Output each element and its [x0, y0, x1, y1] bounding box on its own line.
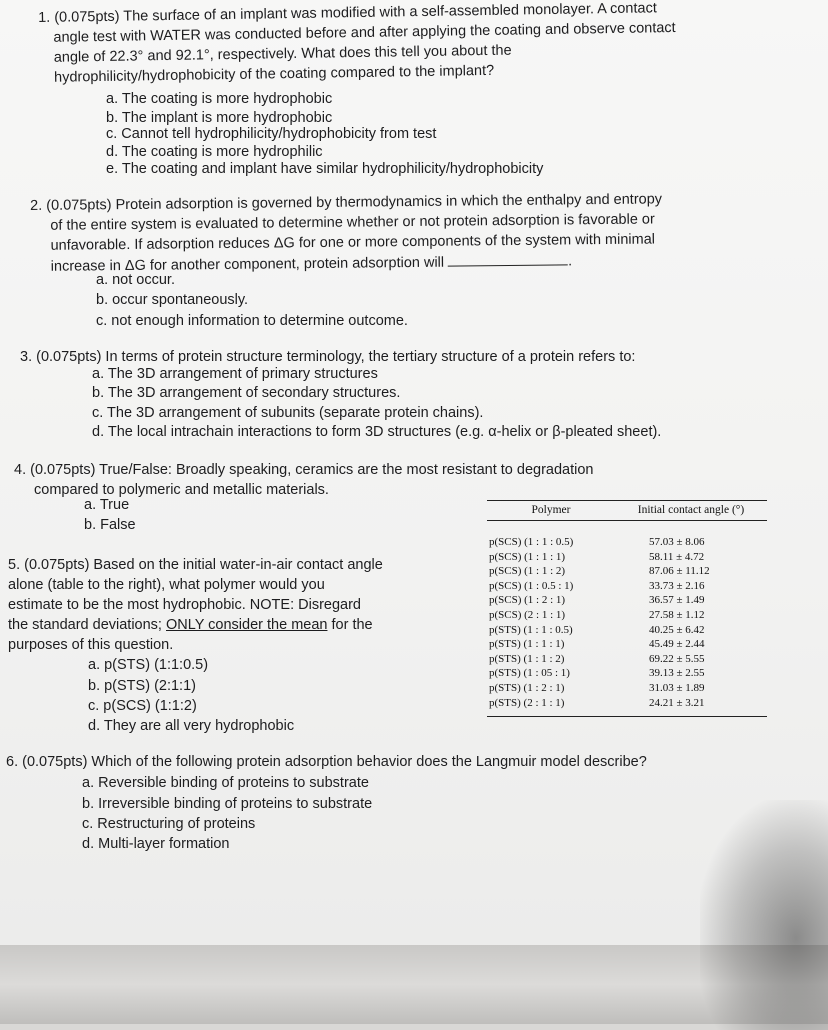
angle-cell: 39.13 ± 2.55 [649, 667, 705, 680]
polymer-cell: p(SCS) (1 : 2 : 1) [489, 594, 566, 607]
q1-option-c[interactable]: c. Cannot tell hydrophilicity/hydrophobicity from test [106, 126, 437, 142]
q5-option-d[interactable]: d. They are all very hydrophobic [88, 718, 295, 734]
question-3-line: 3. (0.075pts) In terms of protein structure terminology, the tertiary structure of a protein refers to: [20, 349, 636, 365]
q5-option-c[interactable]: c. p(SCS) (1:1:2) [88, 698, 197, 714]
question-5-line [8, 615, 383, 635]
polymer-cell: p(STS) (2 : 1 : 1) [489, 696, 565, 709]
polymer-cell: p(STS) (1 : 1 : 2) [489, 652, 565, 665]
question-4-line: 4. (0.075pts) True/False: Broadly speaking, ceramics are the most resistant to degradation [14, 462, 594, 478]
question-5-line: estimate to be the most hydrophobic. NOTE: Disregard [8, 597, 361, 613]
table-row [487, 564, 767, 579]
table-row [487, 535, 767, 550]
q6-option-a[interactable]: a. Reversible binding of proteins to substrate [82, 775, 369, 791]
question-6 [6, 752, 647, 772]
table-row [487, 681, 767, 696]
q6-option-c[interactable]: c. Restructuring of proteins [82, 816, 256, 832]
q1-option-d[interactable]: d. The coating is more hydrophilic [106, 144, 323, 160]
table-body [487, 535, 767, 710]
polymer-cell: p(STS) (1 : 1 : 1) [489, 638, 565, 651]
q2-option-a[interactable]: a. not occur. [96, 272, 175, 288]
angle-cell: 87.06 ± 11.12 [649, 565, 710, 578]
q3-option-c[interactable]: c. The 3D arrangement of subunits (separate protein chains). [92, 405, 484, 421]
contact-angle-table [487, 500, 767, 717]
polymer-cell: p(SCS) (1 : 1 : 2) [489, 565, 566, 578]
question-1-line: angle test with WATER was conducted before and after applying the coating and observe contact [53, 19, 676, 46]
q3-option-d[interactable]: d. The local intrachain interactions to form 3D structures (e.g. α-helix or β-pleated sheet). [92, 424, 662, 440]
table-row [487, 696, 767, 711]
table-header [487, 501, 767, 520]
polymer-cell: p(STS) (1 : 1 : 0.5) [489, 623, 573, 636]
table-row [487, 593, 767, 608]
q1-option-e[interactable]: e. The coating and implant have similar hydrophilicity/hydrophobicity [106, 161, 544, 177]
q3-option-b[interactable]: b. The 3D arrangement of secondary structures. [92, 385, 401, 401]
question-5-emphasis: ONLY consider the mean [166, 617, 328, 633]
table-row [487, 550, 767, 565]
answer-blank[interactable] [448, 250, 568, 266]
polymer-cell: p(SCS) (2 : 1 : 1) [489, 608, 566, 621]
question-2-line: increase in ΔG for another component, protein adsorption will . [31, 249, 663, 277]
q5-option-b[interactable]: b. p(STS) (2:1:1) [88, 678, 196, 694]
question-1-line: angle of 22.3° and 92.1°, respectively. What does this tell you about the [53, 42, 512, 66]
q3-option-a[interactable]: a. The 3D arrangement of primary structures [92, 366, 378, 382]
header-contact-angle: Initial contact angle (°) [637, 504, 745, 516]
table-row [487, 652, 767, 667]
polymer-cell: p(SCS) (1 : 1 : 0.5) [489, 536, 574, 548]
question-1-line: hydrophilicity/hydrophobicity of the coating compared to the implant? [53, 62, 495, 86]
question-1-line: 1. (0.075pts) The surface of an implant was modified with a self-assembled monolayer. A contact [38, 0, 657, 26]
question-5-line: 5. (0.075pts) Based on the initial water-in-air contact angle [8, 557, 383, 573]
question-1 [38, 0, 676, 88]
question-5-text: the standard deviations; [8, 617, 162, 633]
table-header-rule [487, 520, 767, 521]
angle-cell: 33.73 ± 2.16 [649, 579, 705, 592]
table-row [487, 666, 767, 681]
q2-option-b[interactable]: b. occur spontaneously. [96, 292, 249, 308]
question-5-text: for the [331, 617, 373, 633]
question-2-line: 2. (0.075pts) Protein adsorption is governed by thermodynamics in which the enthalpy and entropy [30, 191, 663, 214]
q6-option-b[interactable]: b. Irreversible binding of proteins to substrate [82, 796, 373, 812]
polymer-cell: p(STS) (1 : 05 : 1) [489, 667, 570, 680]
hand-shadow [700, 800, 828, 1030]
table-row [487, 637, 767, 652]
q2-option-c[interactable]: c. not enough information to determine outcome. [96, 313, 408, 329]
angle-cell: 58.11 ± 4.72 [649, 550, 705, 563]
question-5 [8, 555, 383, 655]
question-2-line: of the entire system is evaluated to determine whether or not protein adsorption is favorable or [50, 211, 655, 234]
header-polymer: Polymer [531, 504, 571, 516]
table-row [487, 608, 767, 623]
question-5-line: purposes of this question. [8, 637, 174, 653]
polymer-cell: p(SCS) (1 : 1 : 1) [489, 550, 566, 563]
q4-option-a[interactable]: a. True [84, 497, 130, 513]
question-6-line: 6. (0.075pts) Which of the following protein adsorption behavior does the Langmuir model describe? [6, 754, 647, 770]
question-4-line: compared to polymeric and metallic materials. [34, 482, 329, 498]
polymer-cell: p(STS) (1 : 2 : 1) [489, 681, 565, 694]
angle-cell: 27.58 ± 1.12 [649, 608, 705, 621]
table-bottom-rule [487, 716, 767, 717]
question-2 [30, 189, 663, 277]
angle-cell: 57.03 ± 8.06 [649, 536, 705, 548]
table-row [487, 623, 767, 638]
q5-option-a[interactable]: a. p(STS) (1:1:0.5) [88, 657, 209, 673]
q6-option-d[interactable]: d. Multi-layer formation [82, 836, 230, 852]
angle-cell: 45.49 ± 2.44 [649, 638, 705, 651]
question-2-stem-end: increase in ΔG for another component, protein adsorption will [50, 254, 445, 275]
angle-cell: 40.25 ± 6.42 [649, 623, 705, 636]
q1-option-b[interactable]: b. The implant is more hydrophobic [106, 110, 333, 126]
angle-cell: 69.22 ± 5.55 [649, 652, 705, 665]
question-2-line: unfavorable. If adsorption reduces ΔG for one or more components of the system with minimal [50, 231, 656, 254]
angle-cell: 31.03 ± 1.89 [649, 681, 705, 694]
table-row [487, 579, 767, 594]
q4-option-b[interactable]: b. False [84, 517, 136, 533]
question-4 [14, 460, 593, 500]
angle-cell: 24.21 ± 3.21 [649, 696, 705, 709]
polymer-cell: p(SCS) (1 : 0.5 : 1) [489, 579, 574, 592]
angle-cell: 36.57 ± 1.49 [649, 594, 705, 607]
q1-option-a[interactable]: a. The coating is more hydrophobic [106, 91, 333, 107]
question-5-line: alone (table to the right), what polymer would you [8, 577, 325, 593]
